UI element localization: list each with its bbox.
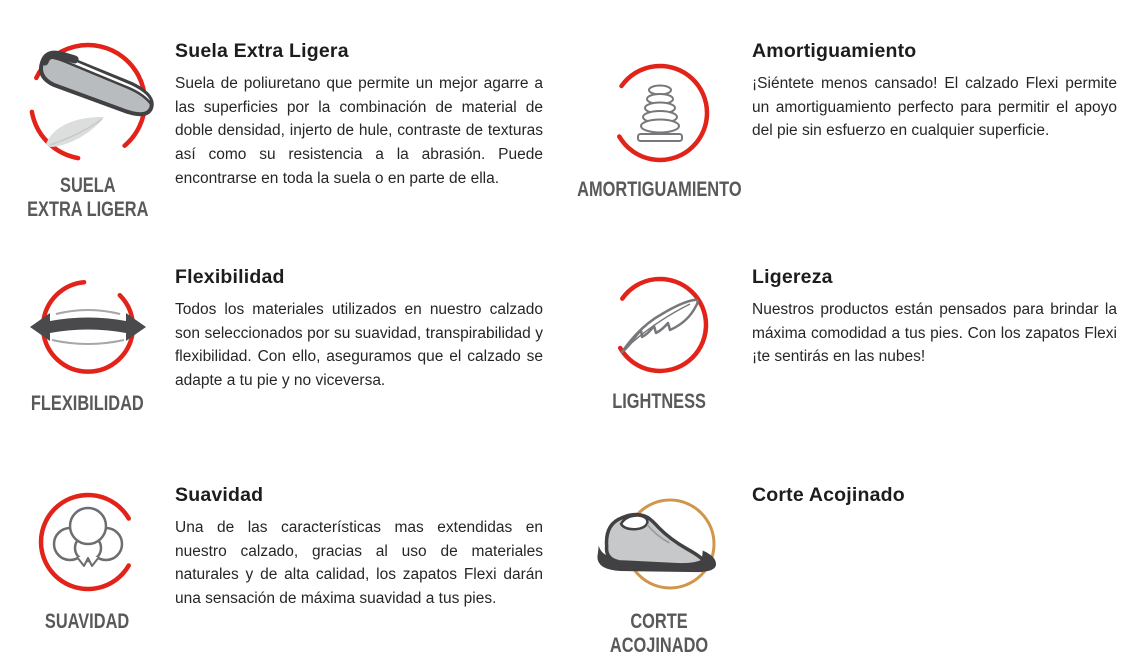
feature-row-3 bbox=[0, 472, 1141, 657]
icon-caption-line: ACOJINADO bbox=[610, 633, 709, 657]
icon-caption-amortiguamiento bbox=[554, 178, 765, 202]
icon-caption-flexibilidad bbox=[15, 392, 160, 416]
feature-description: ¡Siéntete menos cansado! El calzado Flexi permite un amortiguamiento perfecto para permitir el apoyo del pie sin esfuerzo en cualquier superficie. bbox=[752, 75, 1117, 140]
icon-caption-ligereza bbox=[599, 390, 719, 414]
icon-caption-corte-acojinado bbox=[596, 610, 722, 657]
feature-text-block-flexibilidad bbox=[175, 254, 567, 472]
feature-row-2 bbox=[0, 254, 1141, 472]
feature-icon-block-amortiguamiento bbox=[567, 14, 752, 254]
feature-text-block-suavidad bbox=[175, 472, 567, 657]
icon-caption-suavidad bbox=[33, 610, 141, 634]
feature-text-block-ligereza bbox=[752, 254, 1141, 472]
icon-caption-line: LIGHTNESS bbox=[612, 390, 707, 413]
feature-description: Nuestros productos están pensados para brindar la máxima comodidad a tus pies. Con los zapatos Flexi ¡te sentirás en las nubes! bbox=[752, 301, 1117, 366]
icon-caption-line: AMORTIGUAMIENTO bbox=[577, 178, 742, 201]
feature-text-block-suela bbox=[175, 14, 567, 254]
icon-caption-line: EXTRA LIGERA bbox=[26, 197, 149, 221]
feature-title: Ligereza bbox=[752, 266, 833, 288]
icon-caption-line: SUELA bbox=[59, 174, 116, 197]
feature-icon-block-flexibilidad bbox=[0, 254, 175, 472]
cotton-icon bbox=[30, 486, 146, 602]
flex-arrow-icon bbox=[10, 270, 166, 384]
feature-icon-block-suavidad bbox=[0, 472, 175, 657]
feature-description: Todos los materiales utilizados en nuestro calzado son seleccionados por su suavidad, transpirabilidad y flexibilidad. Con ello, aseguramos que el calzado se adapte a tu pie y no viceversa. bbox=[175, 301, 543, 390]
spring-icon bbox=[602, 58, 718, 170]
feature-row-1 bbox=[0, 14, 1141, 254]
feature-description: Suela de poliuretano que permite un mejor agarre a las superficies por la combinación de material de doble densidad, injerto de hule, contraste de texturas así como su resistencia a la abrasión. Puede encontrarse en toda la suela o en parte de ella. bbox=[175, 75, 543, 187]
feature-text-block-amortiguamiento bbox=[752, 14, 1141, 254]
icon-caption-suela bbox=[10, 174, 166, 221]
feature-title: Amortiguamiento bbox=[752, 40, 917, 62]
feature-title: Corte Acojinado bbox=[752, 484, 905, 506]
feature-description: Una de las características mas extendidas en nuestro calzado, gracias al uso de materiales naturales y de alta calidad, los zapatos Flexi darán una sensación de máxima suavidad a tus pies. bbox=[175, 519, 543, 608]
feature-icon-block-corte-acojinado bbox=[567, 472, 752, 657]
dress-shoe-icon bbox=[585, 486, 735, 602]
feature-icon-block-suela bbox=[0, 14, 175, 254]
sole-feather-icon bbox=[10, 24, 166, 166]
feature-icon-block-ligereza bbox=[567, 254, 752, 472]
feature-title: Flexibilidad bbox=[175, 266, 285, 288]
feature-text-block-corte-acojinado bbox=[752, 472, 1141, 657]
icon-caption-line: SUAVIDAD bbox=[45, 610, 130, 633]
icon-caption-line: CORTE bbox=[630, 610, 689, 633]
icon-caption-line: FLEXIBILIDAD bbox=[31, 392, 144, 415]
feather-icon bbox=[604, 270, 716, 382]
feature-title: Suela Extra Ligera bbox=[175, 40, 349, 62]
feature-title: Suavidad bbox=[175, 484, 264, 506]
